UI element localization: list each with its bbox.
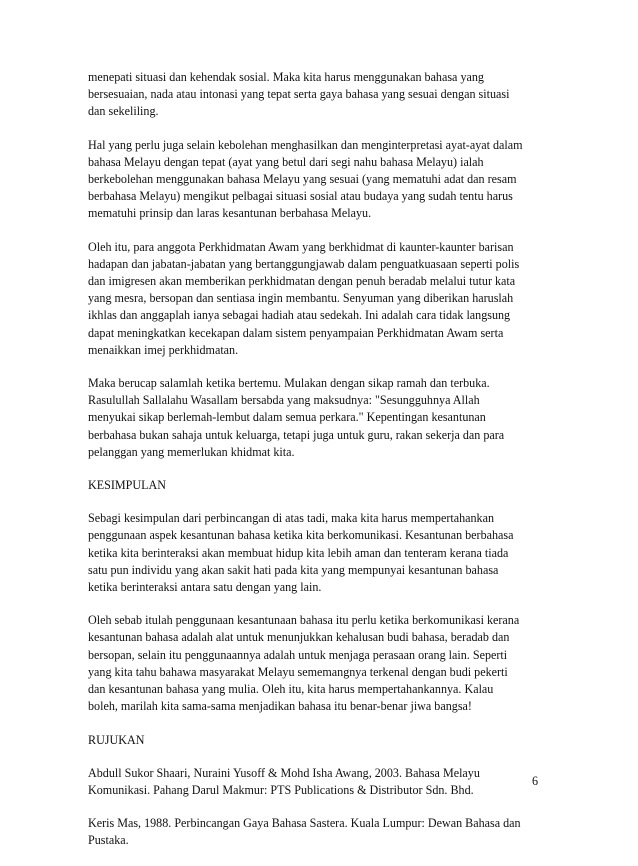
text-line: berkebolehan menggunakan bahasa Melayu yang sesuai (yang mematuhi adat dan resam — [88, 172, 517, 187]
text-line: menepati situasi dan kehendak sosial. Maka kita harus menggunakan bahasa yang — [88, 70, 484, 84]
text-line: pelanggan yang memerlukan khidmat kita. — [88, 444, 295, 459]
text-line: dan kesantunan bahasa yang mulia. Oleh itu, kita harus mempertahankannya. Kalau — [88, 682, 494, 697]
text-line: Abdull Sukor Shaari, Nuraini Yusoff & Mohd Isha Awang, 2003. Bahasa Melayu — [88, 765, 480, 780]
text-line: Oleh sebab itulah penggunaan kesantunaan bahasa itu perlu ketika berkomunikasi kerana — [88, 613, 520, 628]
text-line: bersopan, selain itu penggunaannya adalah untuk menjaga perasaan orang lain. Seperti — [88, 647, 508, 662]
text-line: mematuhi prinsip dan laras kesantunan berbahasa Melayu. — [88, 206, 372, 221]
paragraph — [88, 612, 548, 715]
text-line: Pustaka. — [88, 833, 129, 848]
text-line: ketika berinteraksi antara satu dengan yang lain. — [88, 580, 322, 595]
text-line: Maka berucap salamlah ketika bertemu. Mulakan dengan sikap ramah dan terbuka. — [88, 376, 490, 391]
text-line: kesantunan bahasa adalah alat untuk menunjukkan kehalusan budi bahasa, beradab dan — [88, 630, 510, 645]
text-line: yang kita tahu bahawa masyarakat Melayu sememangnya terkenal dengan budi pekerti — [88, 664, 508, 679]
text-line: boleh, marilah kita sama-sama menjadikan bahasa itu benar-benar jiwa bangsa! — [88, 699, 472, 714]
text-line: penggunaan aspek kesantunan bahasa ketika kita berkomunikasi. Kesantunan berbahasa — [88, 528, 514, 543]
text-line: ikhlas dan anggaplah ianya sebagai hadiah atau sedekah. Ini adalah cara tidak langsung — [88, 308, 511, 323]
paragraph — [88, 137, 548, 223]
text-line: hadapan dan jabatan-jabatan yang bertanggungjawab dalam penguatkuasaan seperti polis — [88, 256, 520, 271]
text-line: menyukai sikap berlemah-lembut dalam semua perkara." Kepentingan kesantunan — [88, 410, 486, 425]
text-line: Sebagi kesimpulan dari perbincangan di atas tadi, maka kita harus mempertahankan — [88, 511, 495, 526]
text-line: berbahasa Melayu) mengikut pelbagai situasi sosial atau budaya yang sudah tentu harus — [88, 189, 513, 204]
reference-entry — [88, 815, 548, 849]
paragraph — [88, 375, 548, 461]
text-line: satu pun individu yang akan sakit hati pada kita yang mempunyai kesantunan bahasa — [88, 562, 499, 577]
conclusion-text — [88, 510, 548, 715]
text-line: bahasa Melayu dengan tepat (ayat yang betul dari segi nahu bahasa Melayu) ialah — [88, 154, 484, 169]
text-line: Keris Mas, 1988. Perbincangan Gaya Bahasa Sastera. Kuala Lumpur: Dewan Bahasa dan — [88, 816, 521, 831]
text-line: Rasulullah Sallalahu Wasallam bersabda yang maksudnya: "Sesungguhnya Allah — [88, 393, 480, 408]
text-line: Komunikasi. Pahang Darul Makmur: PTS Publications & Distributor Sdn. Bhd. — [88, 782, 474, 797]
paragraph — [88, 239, 548, 359]
text-line: dan sekeliling. — [88, 104, 159, 119]
document-page — [88, 69, 548, 866]
text-line: berbahasa bukan sahaja untuk keluarga, tetapi juga untuk guru, rakan sekerja dan para — [88, 427, 505, 442]
reference-list — [88, 765, 548, 850]
text-line: Oleh itu, para anggota Perkhidmatan Awam yang berkhidmat di kaunter-kaunter barisan — [88, 239, 514, 254]
reference-entry — [88, 765, 548, 799]
text-line: yang mesra, bersopan dan sentiasa ingin membantu. Senyuman yang diberikan haruslah — [88, 291, 514, 306]
text-line: dapat meningkatkan kecekapan dalam sistem penyampaian Perkhidmatan Awam serta — [88, 325, 504, 340]
paragraph — [88, 69, 548, 121]
heading-kesimpulan: KESIMPULAN — [88, 478, 166, 493]
heading-rujukan: RUJUKAN — [88, 732, 145, 747]
body-text — [88, 69, 548, 461]
text-line: bersesuaian, nada atau intonasi yang tepat serta gaya bahasa yang sesuai dengan situasi — [88, 87, 510, 102]
paragraph — [88, 510, 548, 596]
text-line: dan imigresen akan memberikan perkhidmatan dengan penuh beradab melalui tutur kata — [88, 274, 516, 289]
text-line: ketika kita berinteraksi akan membuat hidup kita lebih aman dan tenteram kerana tiada — [88, 545, 509, 560]
text-line: menaikkan imej perkhidmatan. — [88, 342, 239, 357]
text-line: Hal yang perlu juga selain kebolehan menghasilkan dan menginterpretasi ayat-ayat dalam — [88, 137, 523, 152]
page-number: 6 — [532, 774, 539, 788]
